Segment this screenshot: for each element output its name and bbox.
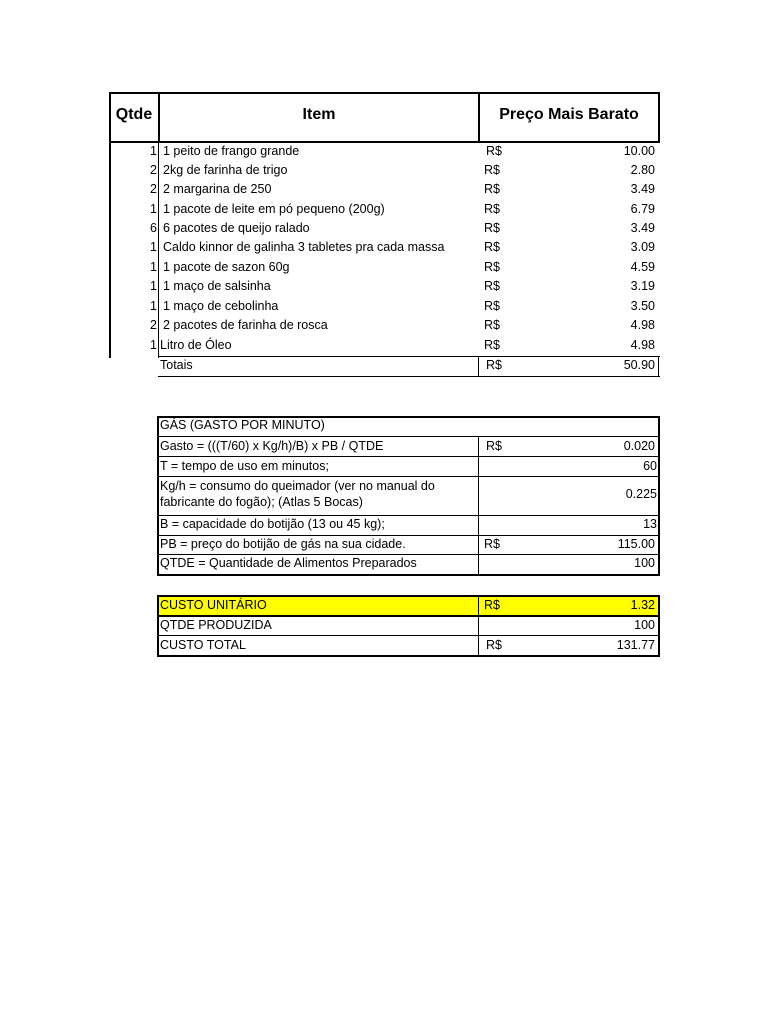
- row-item: 1 pacote de leite em pó pequeno (200g): [163, 202, 385, 216]
- gas-row-label: Gasto = (((T/60) x Kg/h)/B) x PB / QTDE: [160, 439, 384, 453]
- row-qty: 2: [150, 182, 157, 196]
- row-qty: 1: [150, 144, 157, 158]
- row-item: 2 margarina de 250: [163, 182, 272, 196]
- row-qty: 1: [150, 202, 157, 216]
- total-cost-value: 131.77: [616, 638, 655, 652]
- row-qty: 1: [150, 240, 157, 254]
- row-currency: R$: [484, 260, 500, 274]
- gas-row-currency: R$: [486, 439, 502, 453]
- row-item: 1 maço de cebolinha: [163, 299, 279, 313]
- row-price: 3.09: [630, 240, 655, 254]
- gas-row-value: 60: [643, 459, 657, 473]
- row-currency: R$: [484, 279, 500, 293]
- gas-row-value: 0.020: [623, 439, 655, 453]
- gas-row-label: Kg/h = consumo do queimador (ver no manual do fabricante do fogão); (Atlas 5 Bocas): [160, 479, 435, 509]
- row-currency: R$: [484, 299, 500, 313]
- row-item: 1 maço de salsinha: [163, 279, 271, 293]
- qty-produced-label: QTDE PRODUZIDA: [160, 618, 272, 632]
- row-price: 3.49: [630, 221, 655, 235]
- total-cost-label: CUSTO TOTAL: [160, 638, 246, 652]
- gas-row-value: 100: [634, 556, 655, 570]
- row-item: 2kg de farinha de trigo: [163, 163, 288, 177]
- row-currency: R$: [484, 182, 500, 196]
- totals-currency: R$: [486, 358, 502, 372]
- row-price: 3.50: [630, 299, 655, 313]
- header-qtde: Qtde: [115, 106, 153, 123]
- row-price: 10.00: [623, 144, 655, 158]
- gas-title: GÁS (GASTO POR MINUTO): [160, 418, 325, 432]
- row-currency: R$: [484, 318, 500, 332]
- row-currency: R$: [484, 202, 500, 216]
- gas-row-value: 13: [643, 517, 657, 531]
- totals-value: 50.90: [623, 358, 655, 372]
- gas-row-label: PB = preço do botijão de gás na sua cidade.: [160, 537, 406, 551]
- row-item: 6 pacotes de queijo ralado: [163, 221, 310, 235]
- header-item: Item: [302, 106, 336, 123]
- row-item: 2 pacotes de farinha de rosca: [163, 318, 328, 332]
- row-item: Caldo kinnor de galinha 3 tabletes pra cada massa: [163, 240, 445, 254]
- row-price: 3.49: [630, 182, 655, 196]
- row-price: 4.98: [630, 318, 655, 332]
- gas-row-label: QTDE = Quantidade de Alimentos Preparados: [160, 556, 417, 570]
- gas-row-label: B = capacidade do botijão (13 ou 45 kg);: [160, 517, 385, 531]
- gas-row-value: 115.00: [617, 537, 655, 551]
- row-qty: 1: [150, 338, 157, 352]
- row-price: 4.59: [630, 260, 655, 274]
- gas-row-currency: R$: [484, 537, 500, 551]
- total-cost-currency: R$: [486, 638, 502, 652]
- row-item: Litro de Óleo: [160, 338, 232, 352]
- row-item: 1 peito de frango grande: [163, 144, 300, 158]
- row-qty: 1: [150, 299, 157, 313]
- row-qty: 6: [150, 221, 157, 235]
- gas-row-value: 0.225: [625, 487, 657, 501]
- row-currency: R$: [484, 163, 500, 177]
- row-price: 4.98: [630, 338, 655, 352]
- totals-label: Totais: [160, 358, 193, 372]
- row-qty: 1: [150, 260, 157, 274]
- row-price: 2.80: [630, 163, 655, 177]
- qty-produced-value: 100: [634, 618, 655, 632]
- unit-cost-value: 1.32: [630, 598, 655, 612]
- row-currency: R$: [484, 221, 500, 235]
- unit-cost-currency: R$: [484, 598, 500, 612]
- row-currency: R$: [486, 144, 502, 158]
- row-item: 1 pacote de sazon 60g: [163, 260, 290, 274]
- gas-row-label: T = tempo de uso em minutos;: [160, 459, 329, 473]
- row-qty: 2: [150, 318, 157, 332]
- row-price: 6.79: [630, 202, 655, 216]
- row-currency: R$: [484, 338, 500, 352]
- row-currency: R$: [484, 240, 500, 254]
- row-qty: 2: [150, 163, 157, 177]
- unit-cost-label: CUSTO UNITÁRIO: [160, 598, 267, 612]
- row-qty: 1: [150, 279, 157, 293]
- row-price: 3.19: [630, 279, 655, 293]
- header-price: Preço Mais Barato: [499, 106, 639, 123]
